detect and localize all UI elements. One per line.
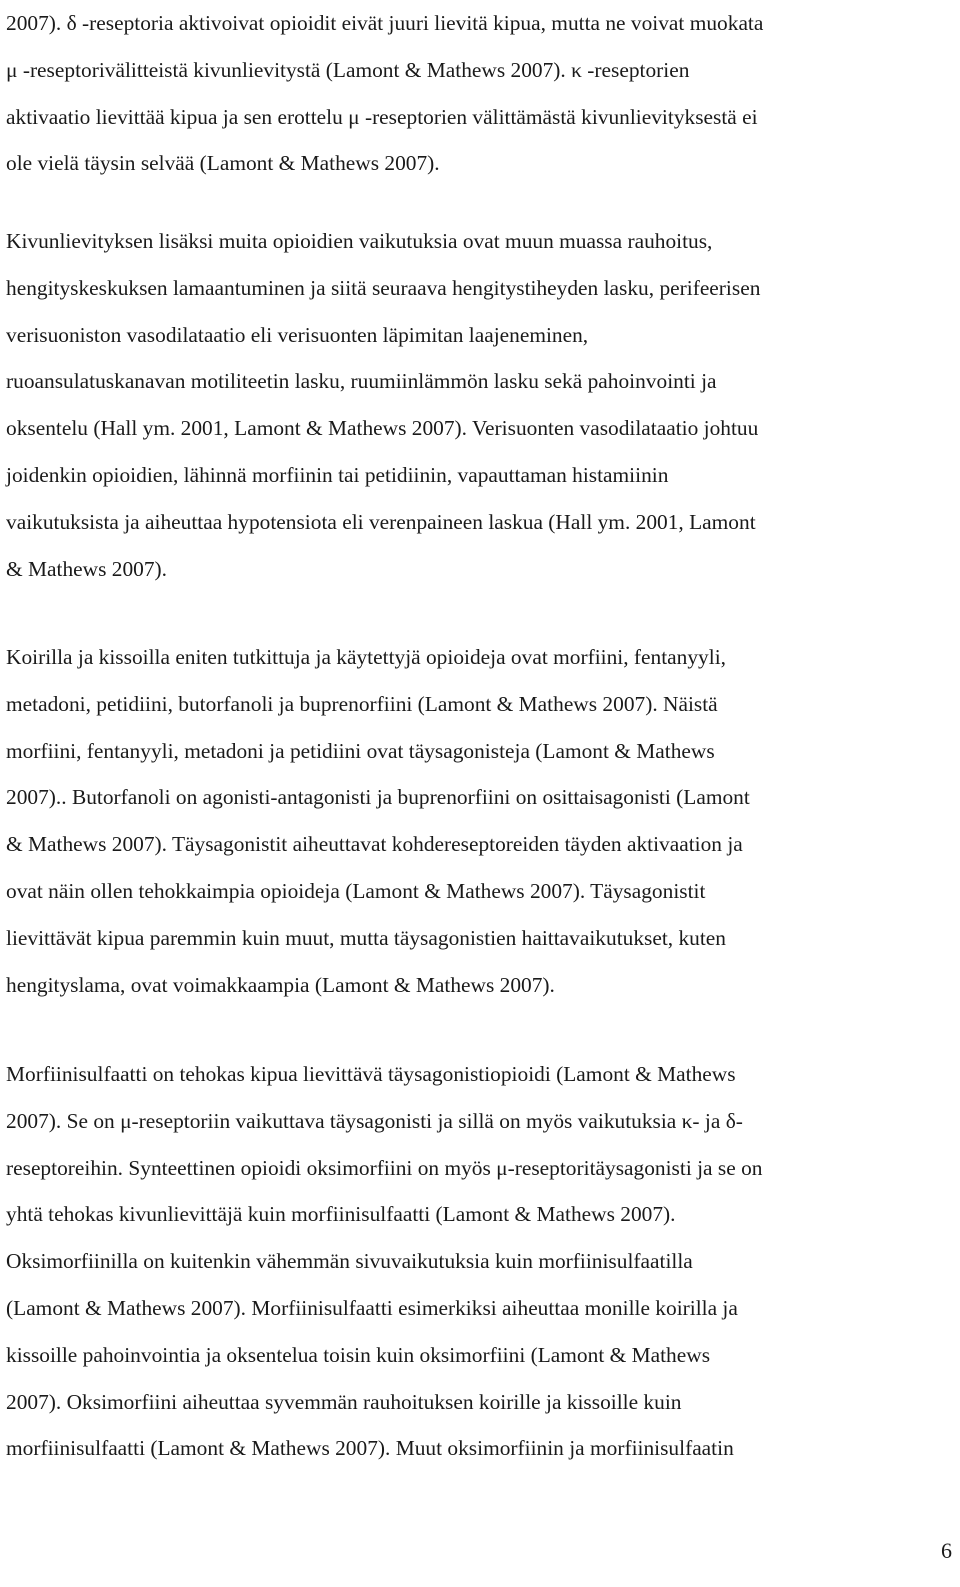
text-line: kissoille pahoinvointia ja oksentelua toisin kuin oksimorfiini (Lamont & Mathews [6,1342,711,1367]
text-line: μ -reseptorivälitteistä kivunlievitystä (Lamont & Mathews 2007). κ -reseptorien [6,57,690,82]
text-line: Koirilla ja kissoilla eniten tutkittuja ja käytettyjä opioideja ovat morfiini, fentanyyli, [6,645,726,669]
text-line: ole vielä täysin selvää (Lamont & Mathews 2007). [6,151,440,176]
text-line: vaikutuksista ja aiheuttaa hypotensiota eli verenpaineen laskua (Hall ym. 2001, Lamont [6,509,756,534]
text-line: oksentelu (Hall ym. 2001, Lamont & Mathews 2007). Verisuonten vasodilataatio johtuu [6,416,759,441]
text-line: reseptoreihin. Synteettinen opioidi oksimorfiini on myös μ-reseptoritäysagonisti ja se on [6,1155,763,1180]
text-line: 2007).. Butorfanoli on agonisti-antagonisti ja buprenorfiini on osittaisagonisti (Lamont [6,785,750,810]
text-line: morfiini, fentanyyli, metadoni ja petidiini ovat täysagonisteja (Lamont & Mathews [6,738,715,763]
text-line: Kivunlievityksen lisäksi muita opioidien vaikutuksia ovat muun muassa rauhoitus, [6,229,713,253]
text-line: hengityslama, ovat voimakkaampia (Lamont & Mathews 2007). [6,972,555,997]
text-line: 2007). Oksimorfiini aiheuttaa syvemmän rauhoituksen koirille ja kissoille kuin [6,1389,682,1414]
text-line: yhtä tehokas kivunlievittäjä kuin morfiinisulfaatti (Lamont & Mathews 2007). [6,1202,676,1227]
text-line: ruoansulatuskanavan motiliteetin lasku, ruumiinlämmön lasku sekä pahoinvointi ja [6,369,717,394]
paragraph-side-effects [6,218,956,592]
text-line: metadoni, petidiini, butorfanoli ja buprenorfiini (Lamont & Mathews 2007). Näistä [6,691,718,716]
text-line: 2007). δ -reseptoria aktivoivat opioidit eivät juuri lievitä kipua, mutta ne voivat muokata [6,11,764,35]
text-line: & Mathews 2007). Täysagonistit aiheuttavat kohdereseptoreiden täyden aktivaation ja [6,832,743,857]
text-line: & Mathews 2007). [6,556,168,581]
text-line: Morfiinisulfaatti on tehokas kipua lievittävä täysagonistiopioidi (Lamont & Mathews [6,1062,736,1086]
text-line: ovat näin ollen tehokkaimpia opioideja (Lamont & Mathews 2007). Täysagonistit [6,878,706,903]
page-number: 6 [941,1538,952,1563]
text-line: morfiinisulfaatti (Lamont & Mathews 2007). Muut oksimorfiinin ja morfiinisulfaatin [6,1436,734,1461]
paragraph-morphine-sulfate [6,1051,956,1472]
text-line: verisuoniston vasodilataatio eli verisuonten läpimitan laajeneminen, [6,322,589,347]
text-line: hengityskeskuksen lamaantuminen ja siitä seuraava hengitystiheyden lasku, perifeerisen [6,275,761,300]
paragraph-opioid-receptors [6,0,956,187]
text-line: 2007). Se on μ-reseptoriin vaikuttava täysagonisti ja sillä on myös vaikutuksia κ- ja δ- [6,1108,743,1133]
text-line: (Lamont & Mathews 2007). Morfiinisulfaatti esimerkiksi aiheuttaa monille koirilla ja [6,1295,738,1320]
text-line: joidenkin opioidien, lähinnä morfiinin tai petidiinin, vapauttaman histamiinin [6,462,669,487]
text-line: aktivaatio lievittää kipua ja sen erottelu μ -reseptorien välittämästä kivunlievityksestä ei [6,104,758,129]
text-line: lievittävät kipua paremmin kuin muut, mutta täysagonistien haittavaikutukset, kuten [6,925,727,950]
text-line: Oksimorfiinilla on kuitenkin vähemmän sivuvaikutuksia kuin morfiinisulfaatilla [6,1249,693,1274]
paragraph-common-opioids [6,634,956,1008]
